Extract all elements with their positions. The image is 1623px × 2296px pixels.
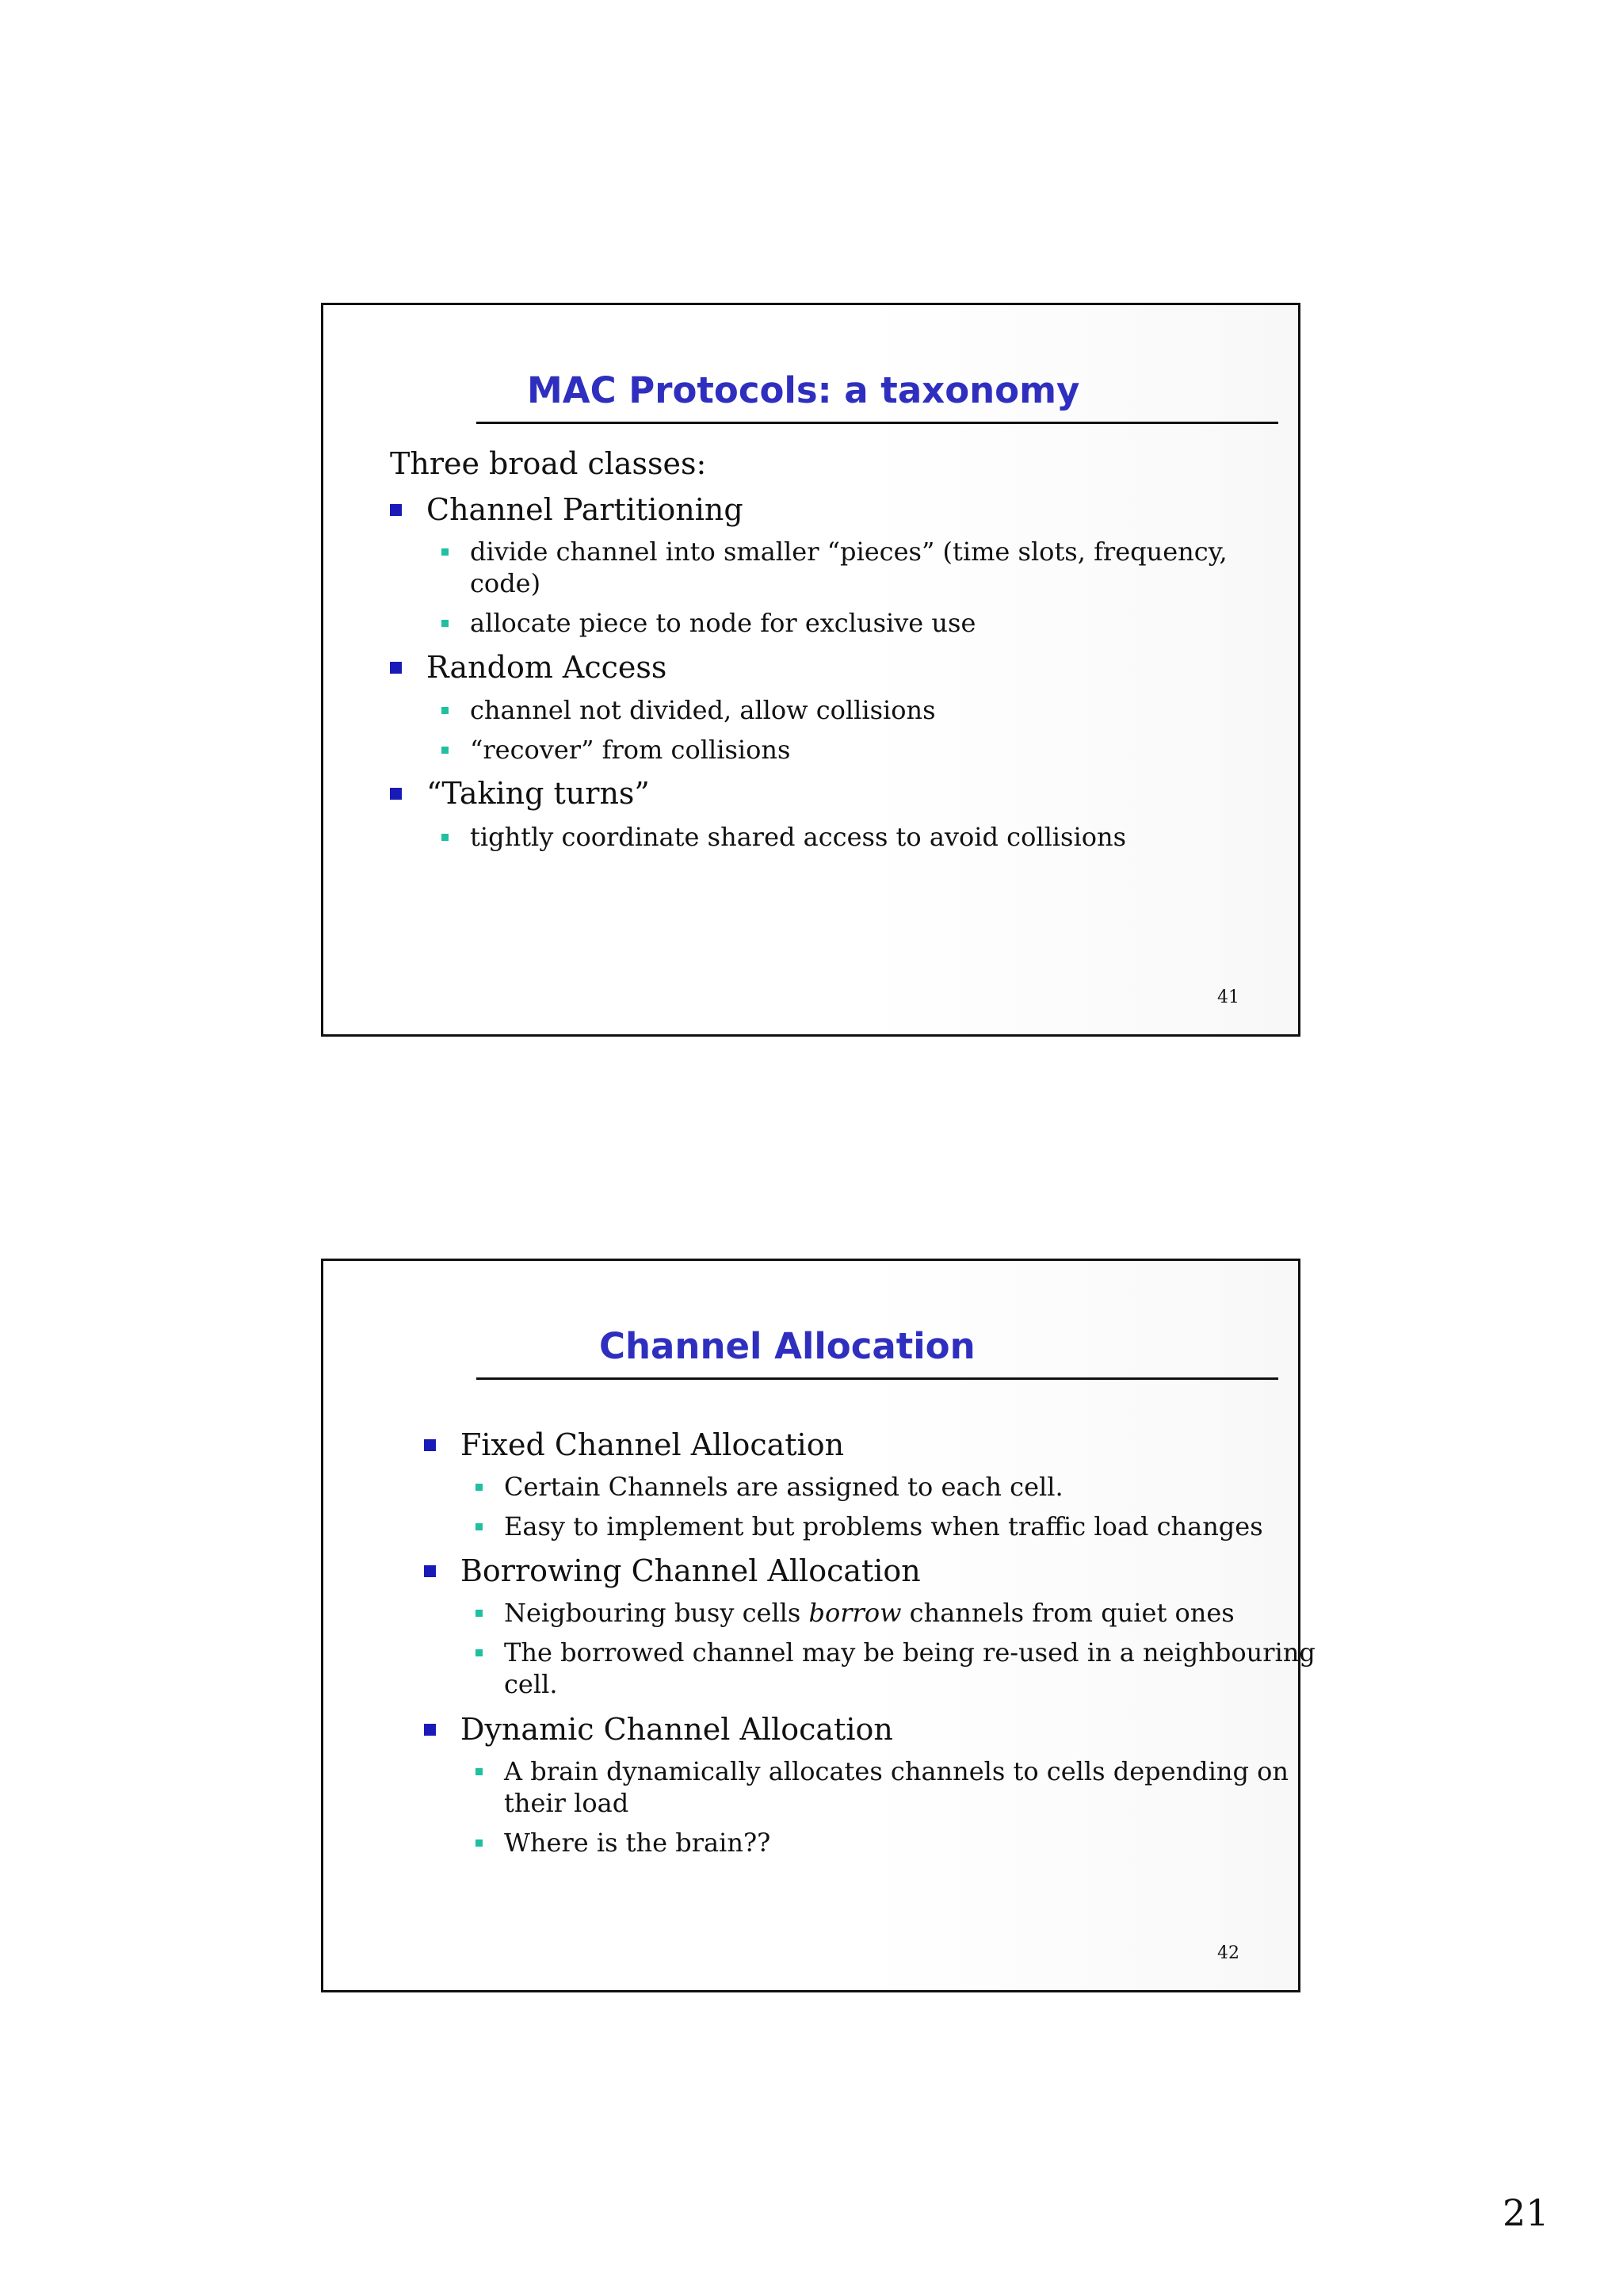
- sub-bullet-continuation: code): [470, 568, 541, 598]
- small-square-bullet-icon: [441, 620, 449, 627]
- intro-text: Three broad classes:: [390, 446, 707, 481]
- sub-bullet-item: [504, 1636, 1316, 1669]
- bullet-item: [426, 774, 650, 812]
- sub-bullet-text: A brain dynamically allocates channels to cells depending on: [504, 1756, 1289, 1786]
- sub-bullet-item: [504, 1596, 1235, 1629]
- sub-bullet-item: [470, 733, 790, 766]
- sub-bullet-item: [470, 820, 1126, 854]
- sub-bullet-continuation: their load: [504, 1788, 629, 1818]
- sub-bullet-emphasis: borrow: [808, 1598, 902, 1628]
- sub-bullet-continuation: cell.: [504, 1669, 558, 1699]
- sub-bullet-text: tightly coordinate shared access to avoid collisions: [470, 822, 1126, 852]
- small-square-bullet-icon: [475, 1649, 483, 1656]
- small-square-bullet-icon: [475, 1768, 483, 1775]
- sub-bullet-text: Easy to implement but problems when traffic load changes: [504, 1511, 1263, 1541]
- sub-bullet-text: The borrowed channel may be being re-used in a neighbouring: [504, 1637, 1316, 1668]
- bullet-label: “Taking turns”: [426, 776, 650, 811]
- small-square-bullet-icon: [441, 548, 449, 556]
- page-number: 21: [1503, 2191, 1549, 2234]
- square-bullet-icon: [390, 788, 402, 800]
- slide-42: [321, 1259, 1316, 1992]
- slide-title: MAC Protocols: a taxonomy: [527, 369, 1080, 411]
- square-bullet-icon: [424, 1724, 436, 1736]
- sub-bullet-item: [470, 606, 976, 640]
- bullet-item: [460, 1552, 921, 1590]
- sub-bullet-item: [504, 1510, 1263, 1543]
- slide-number: 41: [1217, 988, 1239, 1007]
- square-bullet-icon: [424, 1439, 436, 1451]
- small-square-bullet-icon: [475, 1610, 483, 1617]
- small-square-bullet-icon: [441, 834, 449, 841]
- square-bullet-icon: [390, 662, 402, 674]
- small-square-bullet-icon: [475, 1523, 483, 1530]
- sub-bullet-item: [504, 1826, 770, 1859]
- small-square-bullet-icon: [475, 1839, 483, 1847]
- sub-bullet-item: [504, 1755, 1289, 1788]
- bullet-item: [426, 491, 743, 529]
- sub-bullet-text: divide channel into smaller “pieces” (time slots, frequency,: [470, 537, 1228, 567]
- sub-bullet-text: Where is the brain??: [504, 1828, 771, 1858]
- bullet-label: Borrowing Channel Allocation: [460, 1553, 921, 1588]
- sub-bullet-item: [470, 693, 936, 727]
- slide-number: 42: [1217, 1943, 1239, 1963]
- slide-content: [323, 1261, 1316, 1990]
- small-square-bullet-icon: [441, 707, 449, 714]
- sub-bullet-text: channel not divided, allow collisions: [470, 695, 936, 725]
- bullet-label: Random Access: [426, 650, 667, 685]
- sub-bullet-post: channels from quiet ones: [901, 1598, 1235, 1628]
- bullet-label: Dynamic Channel Allocation: [460, 1712, 893, 1747]
- sub-bullet-item: [470, 535, 1228, 568]
- bullet-item: [460, 1710, 893, 1748]
- square-bullet-icon: [424, 1565, 436, 1577]
- square-bullet-icon: [390, 504, 402, 516]
- bullet-item: [460, 1426, 844, 1464]
- sub-bullet-pre: Neigbouring busy cells: [504, 1598, 809, 1628]
- bullet-label: Channel Partitioning: [426, 492, 743, 527]
- slide-content: [323, 305, 1298, 1034]
- sub-bullet-text: allocate piece to node for exclusive use: [470, 608, 976, 638]
- small-square-bullet-icon: [475, 1484, 483, 1491]
- bullet-label: Fixed Channel Allocation: [460, 1427, 845, 1462]
- slide-title: Channel Allocation: [599, 1325, 976, 1367]
- sub-bullet-item: [504, 1470, 1064, 1503]
- small-square-bullet-icon: [441, 747, 449, 754]
- sub-bullet-text: “recover” from collisions: [470, 735, 791, 765]
- bullet-item: [426, 648, 666, 686]
- sub-bullet-text: Certain Channels are assigned to each cell.: [504, 1472, 1064, 1502]
- slide-41: [321, 303, 1300, 1037]
